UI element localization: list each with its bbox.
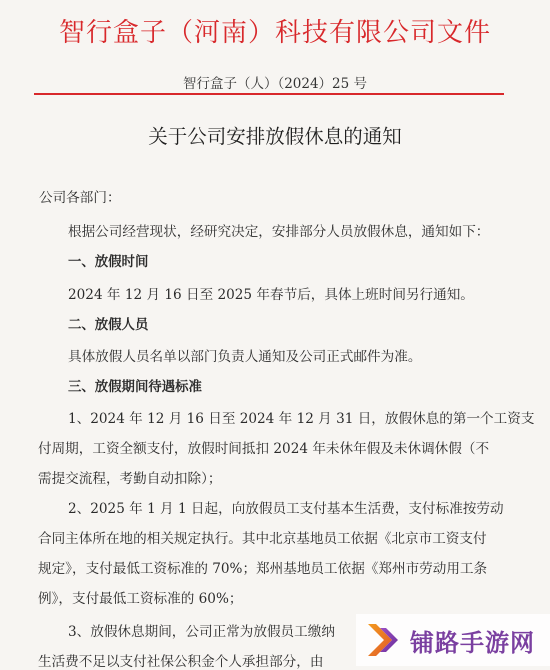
item-2-line-1: 2、2025 年 1 月 1 日起，向放假员工支付基本生活费，支付标准按劳动 xyxy=(68,501,504,517)
watermark-text: 铺路手游网 xyxy=(410,628,535,657)
site-watermark xyxy=(356,614,550,666)
section-heading-3: 三、放假期间待遇标准 xyxy=(68,380,202,395)
company-masthead: 智行盒子（河南）科技有限公司文件 xyxy=(58,18,491,48)
item-1-line-2: 付周期，工资全额支付，放假时间抵扣 2024 年未休年假及未休调休假（不 xyxy=(38,441,490,457)
intro-paragraph: 根据公司经营现状，经研究决定，安排部分人员放假休息，通知如下： xyxy=(68,224,490,240)
item-2-line-4: 例》，支付最低工资标准的 60%； xyxy=(38,591,243,607)
item-3-line-2: 生活费不足以支付社保公积金个人承担部分，由 xyxy=(38,654,324,670)
section-text-2: 具体放假人员名单以部门负责人通知及公司正式邮件为准。 xyxy=(68,349,422,365)
section-text-1: 2024 年 12 月 16 日至 2025 年春节后，具体上班时间另行通知。 xyxy=(68,287,474,303)
section-heading-2: 二、放假人员 xyxy=(68,318,149,333)
document-number: 智行盒子（人）（2024）25 号 xyxy=(182,76,368,92)
item-2-line-2: 合同主体所在地的相关规定执行。其中北京基地员工依据《北京市工资支付 xyxy=(38,531,487,547)
item-2-line-3: 规定》，支付最低工资标准的 70%；郑州基地员工依据《郑州市劳动用工条 xyxy=(38,561,488,577)
red-divider-line xyxy=(34,93,504,95)
item-1-line-1: 1、2024 年 12 月 16 日至 2024 年 12 月 31 日，放假休息的第一个工资支 xyxy=(68,411,535,427)
section-heading-1: 一、放假时间 xyxy=(68,255,149,270)
play-chevron-logo-icon xyxy=(362,618,406,662)
item-1-line-3: 需提交流程，考勤自动扣除）； xyxy=(38,471,222,487)
item-3-line-1: 3、放假休息期间，公司正常为放假员工缴纳 xyxy=(68,624,335,640)
salutation: 公司各部门： xyxy=(39,190,121,206)
notice-title: 关于公司安排放假休息的通知 xyxy=(148,125,402,148)
